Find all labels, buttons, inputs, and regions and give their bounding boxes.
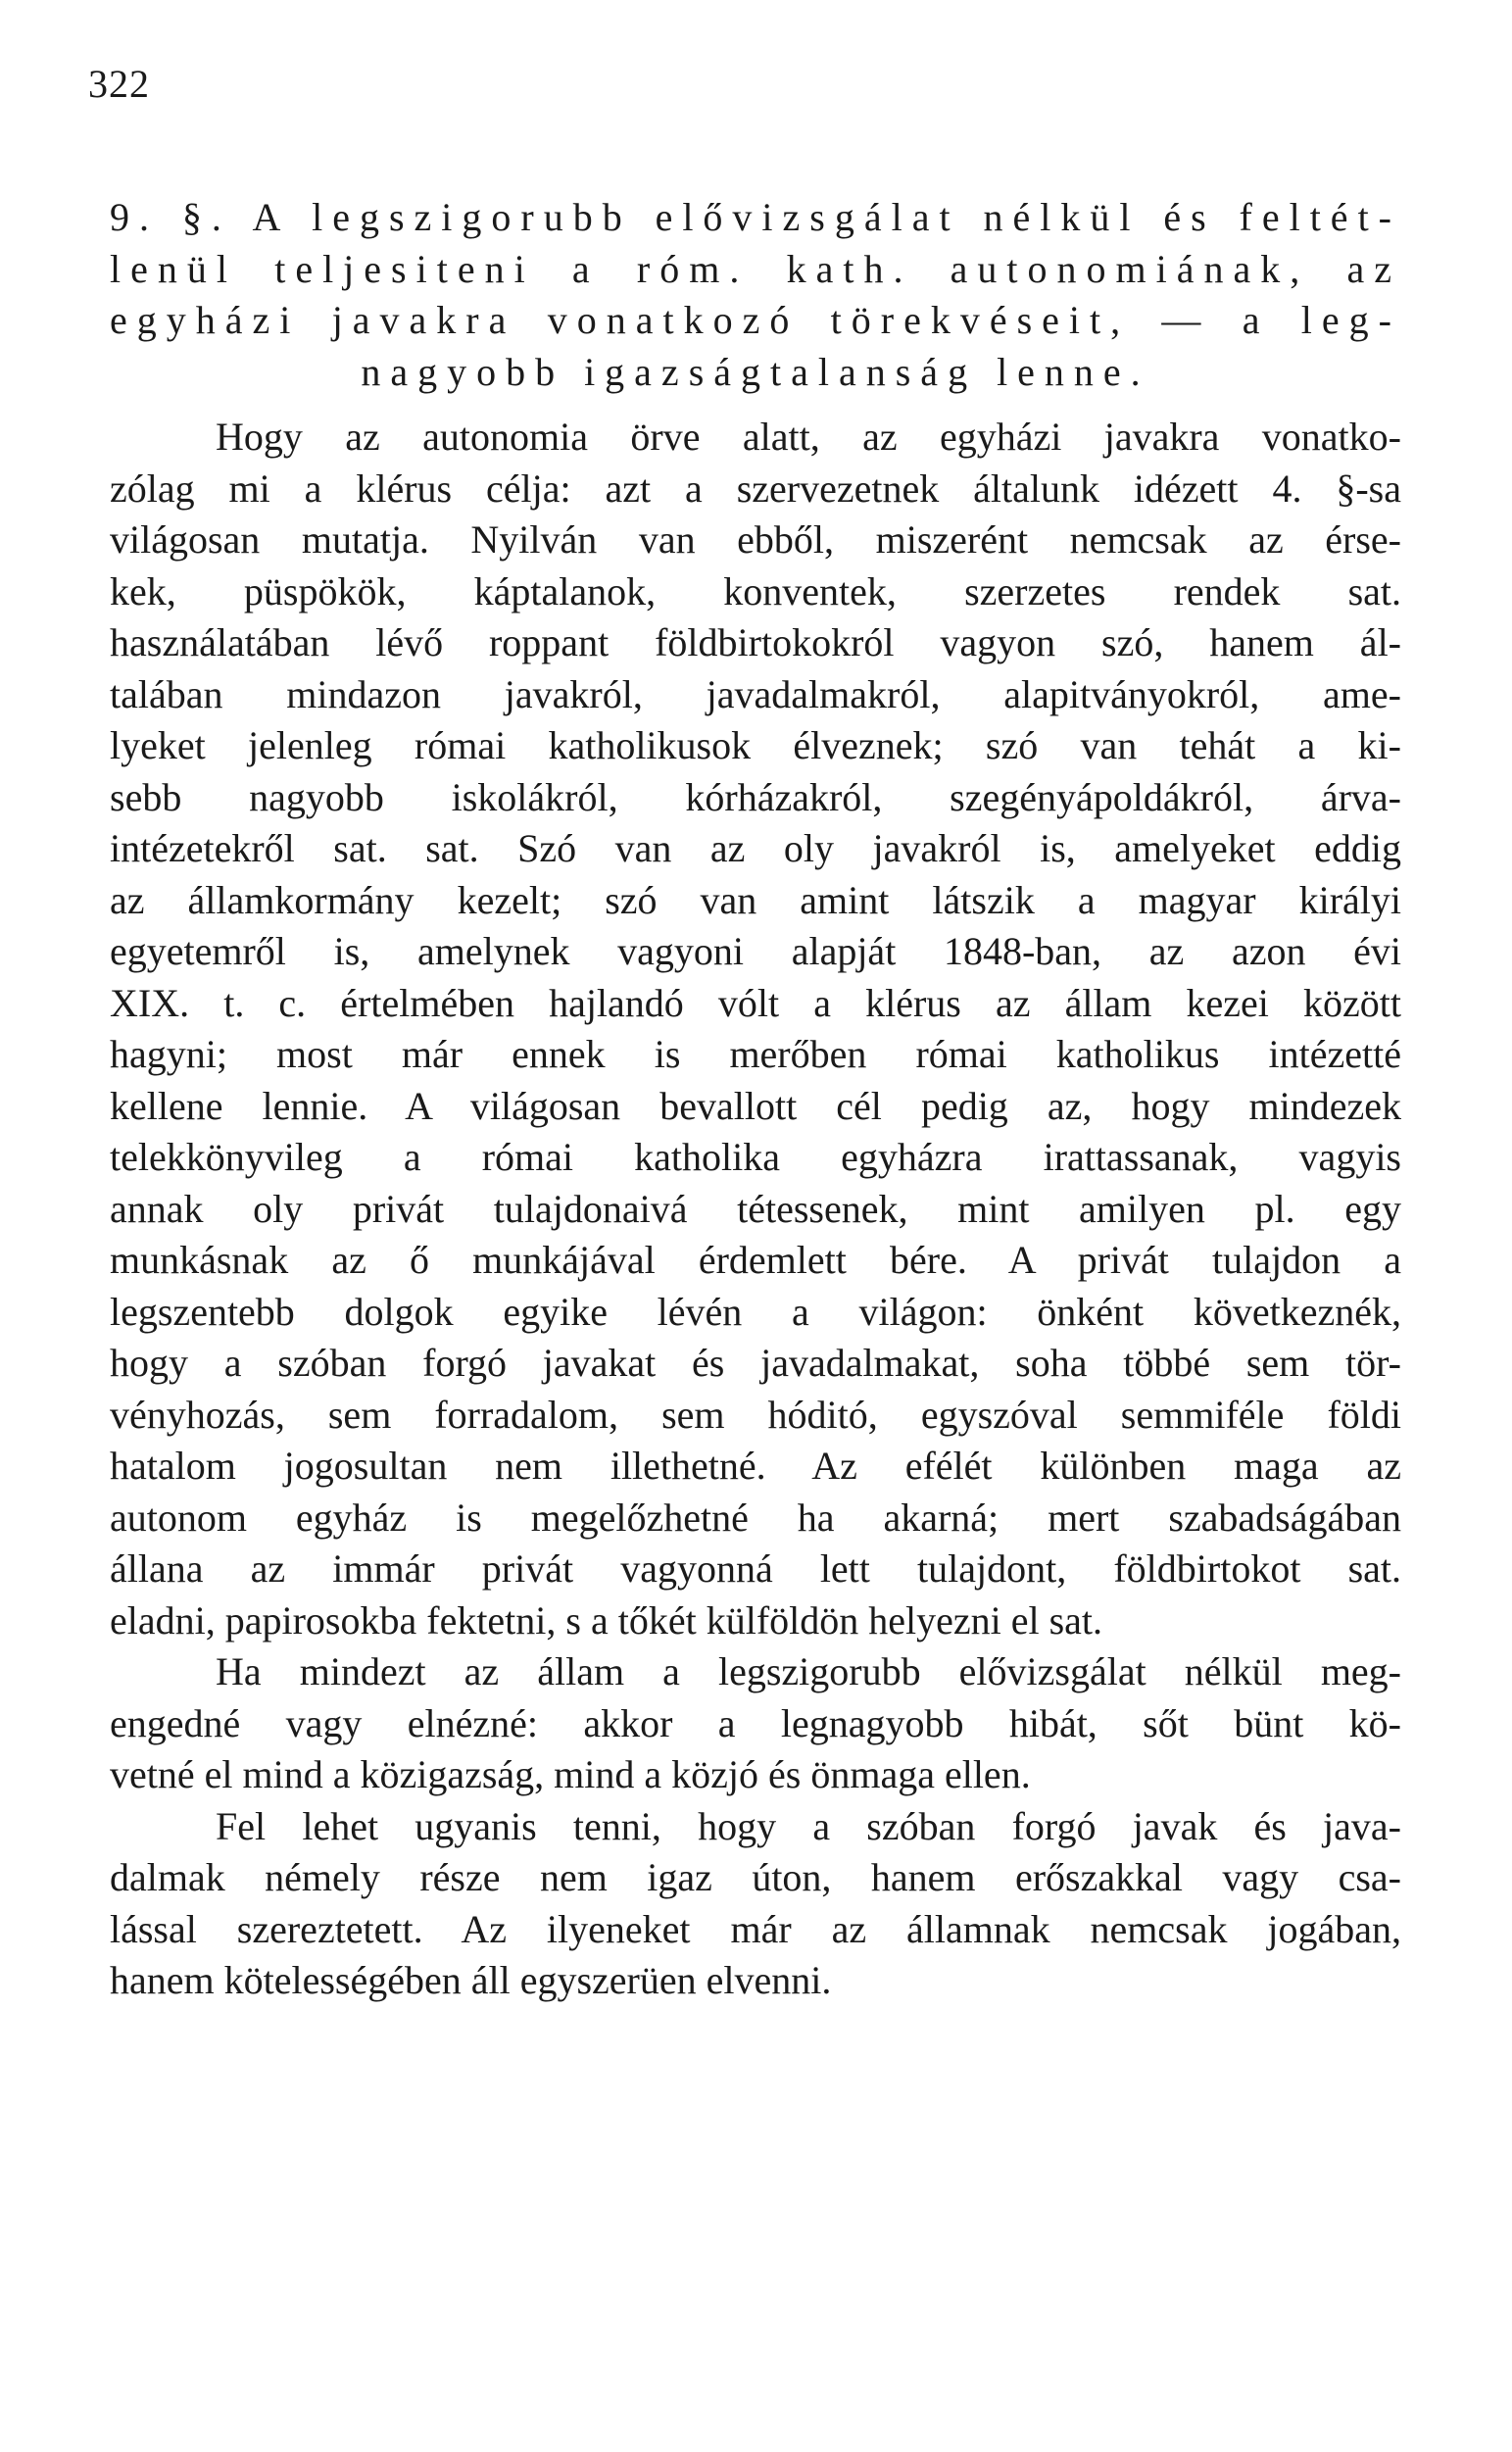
- paragraph-line: világosan mutatja. Nyilván van ebből, miszerént nemcsak az érse-: [110, 517, 1401, 562]
- paragraph-line: vényhozás, sem forradalom, sem hóditó, egyszóval semmiféle földi: [110, 1392, 1401, 1437]
- paragraph-line: Ha mindezt az állam a legszigorubb elővizsgálat nélkül meg-: [216, 1649, 1401, 1693]
- paragraph-line: sebb nagyobb iskolákról, kórházakról, szegényápoldákról, árva-: [110, 774, 1401, 819]
- paragraph-line: használatában lévő roppant földbirtokokról vagyon szó, hanem ál-: [110, 620, 1401, 664]
- paragraph-line: hagyni; most már ennek is merőben római katholikus intézetté: [110, 1032, 1401, 1076]
- paragraph-line: lással szereztetett. Az ilyeneket már az államnak nemcsak jogában,: [110, 1906, 1401, 1951]
- paragraph-line: XIX. t. c. értelmében hajlandó vólt a klérus az állam kezei között: [110, 980, 1401, 1025]
- heading-line: nagyobb igazságtalanság lenne.: [361, 349, 1150, 394]
- paragraph-line: eladni, papirosokba fektetni, s a tőkét külföldön helyezni el sat.: [110, 1597, 1103, 1643]
- paragraph-1: [110, 412, 1401, 1646]
- heading-line: 9. §. A legszigorubb elővizsgálat nélkül és feltét-: [110, 195, 1401, 239]
- paragraph-line: annak oly privát tulajdonaivá tétessenek, mint amilyen pl. egy: [110, 1186, 1401, 1231]
- paragraph-line: lyeket jelenleg római katholikusok élveznek; szó van tehát a ki-: [110, 723, 1401, 767]
- paragraph-line: munkásnak az ő munkájával érdemlett bére. A privát tulajdon a: [110, 1238, 1401, 1282]
- paragraph-line: kek, püspökök, káptalanok, konventek, szerzetes rendek sat.: [110, 568, 1401, 613]
- paragraph-line: hogy a szóban forgó javakat és javadalmakat, soha többé sem tör-: [110, 1341, 1401, 1385]
- spacer: [110, 398, 1401, 412]
- paragraph-line: legszentebb dolgok egyike lévén a világon: önként következnék,: [110, 1289, 1401, 1334]
- section-heading: [110, 192, 1401, 398]
- paragraph-line: vetné el mind a közigazság, mind a közjó és önmaga ellen.: [110, 1752, 1031, 1796]
- paragraph-2: [110, 1646, 1401, 1801]
- paragraph-line: kellene lennie. A világosan bevallott cél pedig az, hogy mindezek: [110, 1083, 1401, 1128]
- paragraph-line: állana az immár privát vagyonná lett tulajdont, földbirtokot sat.: [110, 1546, 1401, 1591]
- paragraph-line: intézetekről sat. sat. Szó van az oly javakról is, amelyeket eddig: [110, 826, 1401, 870]
- paragraph-line: hatalom jogosultan nem illethetné. Az efélét különben maga az: [110, 1444, 1401, 1488]
- paragraph-3: [110, 1801, 1401, 2007]
- paragraph-line: egyetemről is, amelynek vagyoni alapját 1848-ban, az azon évi: [110, 929, 1401, 973]
- paragraph-line: telekkönyvileg a római katholika egyházra irattassanak, vagyis: [110, 1135, 1401, 1179]
- heading-line: lenül teljesiteni a róm. kath. autonomiának, az: [110, 246, 1401, 291]
- paragraph-line: Fel lehet ugyanis tenni, hogy a szóban forgó javak és java-: [216, 1803, 1401, 1848]
- paragraph-line: Hogy az autonomia örve alatt, az egyházi javakra vonatko-: [216, 415, 1401, 459]
- page-number: 322: [88, 62, 150, 106]
- paragraph-line: az államkormány kezelt; szó van amint látszik a magyar királyi: [110, 877, 1401, 922]
- heading-line: egyházi javakra vonatkozó törekvéseit, — a leg-: [110, 298, 1401, 342]
- paragraph-line: autonom egyház is megelőzhetné ha akarná; mert szabadságában: [110, 1495, 1401, 1540]
- paragraph-line: engedné vagy elnézné: akkor a legnagyobb hibát, sőt bünt kö-: [110, 1700, 1401, 1745]
- paragraph-line: dalmak némely része nem igaz úton, hanem erőszakkal vagy csa-: [110, 1855, 1401, 1899]
- paragraph-line: zólag mi a klérus célja: azt a szervezetnek általunk idézett 4. §-sa: [110, 466, 1401, 511]
- paragraph-line: talában mindazon javakról, javadalmakról, alapitványokról, ame-: [110, 671, 1401, 716]
- page-text: [110, 192, 1401, 2007]
- paragraph-line: hanem kötelességében áll egyszerüen elvenni.: [110, 1958, 832, 2002]
